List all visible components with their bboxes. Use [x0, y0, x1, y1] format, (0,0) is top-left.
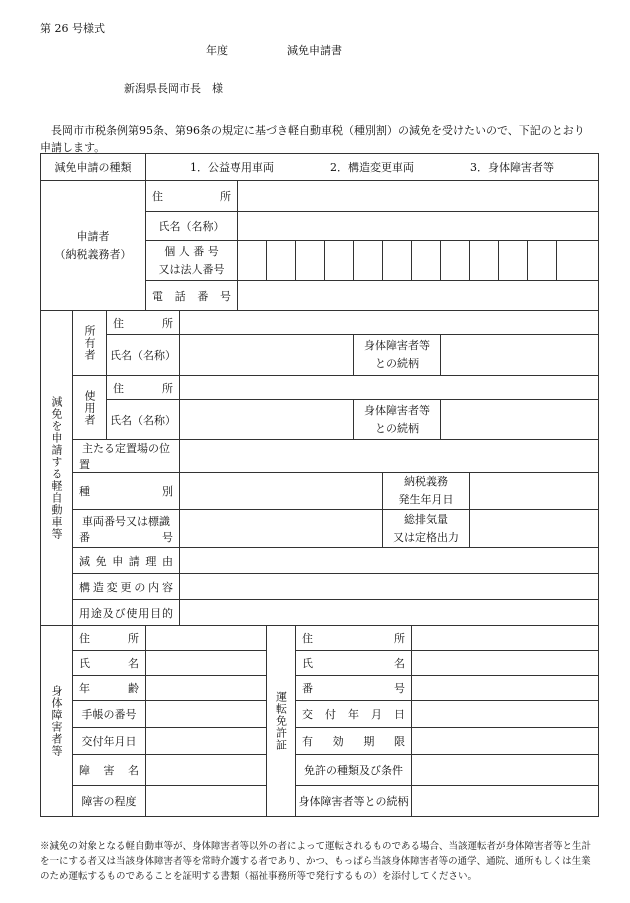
id-digit-box[interactable]	[499, 241, 528, 281]
owner-address-field[interactable]	[180, 311, 599, 335]
disabled-section-text: 身体障害者等	[50, 685, 63, 757]
notebook-number-label: 手帳の番号	[73, 701, 146, 728]
notebook-issue-date-field[interactable]	[146, 728, 267, 755]
reduction-type-options	[146, 154, 599, 181]
relation-label-1: 身体障害者等	[364, 403, 430, 417]
owner-relation-field[interactable]	[441, 335, 599, 376]
tax-date-label	[383, 473, 470, 510]
reduction-type-label: 減免申請の種類	[41, 154, 146, 181]
reason-field[interactable]	[180, 548, 599, 574]
disabled-name-field[interactable]	[146, 651, 267, 676]
tax-date-label-2: 発生年月日	[398, 493, 454, 506]
id-digit-box[interactable]	[412, 241, 441, 281]
license-number-label: 番 号	[296, 676, 412, 701]
vehicle-section-text: 減免を申請する軽自動車等	[50, 396, 63, 540]
disability-name-label: 障 害 名	[73, 755, 146, 786]
intro-text: 長岡市市税条例第95条、第96条の規定に基づき軽自動車税（種別割）の減免を受けたいので、下記のとおり申請します。	[40, 124, 585, 154]
plate-number-label: 車両番号又は標識番号	[73, 510, 180, 548]
tax-date-field[interactable]	[470, 473, 599, 510]
user-name-field[interactable]	[180, 400, 354, 440]
footnote: ※減免の対象となる軽自動車等が、身体障害者等以外の者によって運転されるものである場合、当該運転者が身体障害者等と生計を一にする者又は当該身体障害者等を常時介護する者であり、かつ、もっぱら当該身体障害者等の通学、通院、通所もしくは生業のため運転するものであることを証明する書類（福祉事務所等で発行するもの）を添付してください。	[40, 841, 592, 882]
application-form-table	[40, 153, 599, 817]
owner-name-field[interactable]	[180, 335, 354, 376]
relation-label-2: との続柄	[375, 421, 419, 435]
applicant-name-field[interactable]	[238, 212, 599, 241]
owner-label	[73, 311, 107, 376]
form-number: 第 26 号様式	[40, 22, 105, 35]
relation-label-2: との続柄	[375, 357, 419, 370]
user-relation-field[interactable]	[441, 400, 599, 440]
id-digit-box[interactable]	[528, 241, 557, 281]
license-valid-until-field[interactable]	[412, 728, 599, 755]
user-label	[73, 376, 107, 440]
license-relation-field[interactable]	[412, 786, 599, 817]
license-address-label: 住 所	[296, 626, 412, 651]
reason-label: 減免申請理由	[73, 548, 180, 574]
notebook-issue-date-label: 交付年月日	[73, 728, 146, 755]
disabled-name-label: 氏 名	[73, 651, 146, 676]
storage-location-label: 主たる定置場の位置	[73, 440, 180, 473]
user-relation-label	[354, 400, 441, 440]
disabled-age-label: 年 齢	[73, 676, 146, 701]
taxpayer-label: （納税義務者）	[54, 247, 132, 261]
vehicle-kind-label: 種 別	[73, 473, 180, 510]
owner-name-label: 氏名（名称）	[107, 335, 180, 376]
license-issue-date-label: 交 付 年 月 日	[296, 701, 412, 728]
applicant-phone-label: 電 話 番 号	[146, 281, 238, 311]
applicant-address-label: 住 所	[146, 181, 238, 212]
applicant-address-field[interactable]	[238, 181, 599, 212]
storage-location-field[interactable]	[180, 440, 599, 473]
individual-number-label: 個 人 番 号	[164, 244, 219, 258]
notebook-number-field[interactable]	[146, 701, 267, 728]
user-text: 使用者	[83, 389, 96, 426]
license-section-text: 運転免許証	[274, 691, 288, 751]
license-valid-until-label: 有 効 期 限	[296, 728, 412, 755]
relation-label-1: 身体障害者等	[364, 339, 430, 352]
license-address-field[interactable]	[412, 626, 599, 651]
user-address-label: 住 所	[107, 376, 180, 400]
license-number-field[interactable]	[412, 676, 599, 701]
applicant-id-label	[146, 241, 238, 281]
id-digit-box[interactable]	[470, 241, 499, 281]
disabled-section-label	[41, 626, 73, 817]
displacement-label	[383, 510, 470, 548]
plate-number-field[interactable]	[180, 510, 383, 548]
displacement-label-1: 総排気量	[404, 512, 448, 526]
id-digit-box[interactable]	[325, 241, 354, 281]
applicant-name-label: 氏名（名称）	[146, 212, 238, 241]
id-digit-box[interactable]	[238, 241, 267, 281]
option-modified-vehicle[interactable]: 2．構造変更車両	[330, 161, 414, 174]
disability-degree-label: 障害の程度	[73, 786, 146, 817]
id-digit-box[interactable]	[267, 241, 296, 281]
purpose-field[interactable]	[180, 600, 599, 626]
vehicle-section-label	[41, 311, 73, 626]
modification-field[interactable]	[180, 574, 599, 600]
user-address-field[interactable]	[180, 376, 599, 400]
tax-date-label-1: 納税義務	[404, 475, 448, 488]
owner-text: 所有者	[83, 325, 96, 361]
displacement-field[interactable]	[470, 510, 599, 548]
user-name-label: 氏名（名称）	[107, 400, 180, 440]
purpose-label: 用途及び使用目的	[73, 600, 180, 626]
disabled-address-label: 住 所	[73, 626, 146, 651]
addressee: 新潟県長岡市長 様	[124, 82, 223, 95]
id-digit-box[interactable]	[296, 241, 325, 281]
applicant-phone-field[interactable]	[238, 281, 599, 311]
license-name-field[interactable]	[412, 651, 599, 676]
option-public-vehicle[interactable]: 1．公益専用車両	[190, 161, 274, 174]
modification-label: 構造変更の内容	[73, 574, 180, 600]
corporate-number-label: 又は法人番号	[158, 262, 225, 276]
document-title: 減免申請書	[287, 44, 342, 57]
license-section-label	[267, 626, 296, 817]
disabled-age-field[interactable]	[146, 676, 267, 701]
owner-relation-label	[354, 335, 441, 376]
disability-name-field[interactable]	[146, 755, 267, 786]
vehicle-kind-field[interactable]	[180, 473, 383, 510]
license-name-label: 氏 名	[296, 651, 412, 676]
id-digit-box[interactable]	[383, 241, 412, 281]
disability-degree-field[interactable]	[146, 786, 267, 817]
license-issue-date-field[interactable]	[412, 701, 599, 728]
option-disabled-person[interactable]: 3．身体障害者等	[470, 161, 554, 174]
license-type-label: 免許の種類及び条件	[296, 755, 412, 786]
displacement-label-2: 又は定格出力	[393, 530, 459, 544]
license-type-field[interactable]	[412, 755, 599, 786]
license-relation-label: 身体障害者等との続柄	[296, 786, 412, 817]
owner-address-label: 住 所	[107, 311, 180, 335]
disabled-address-field[interactable]	[146, 626, 267, 651]
id-digit-box[interactable]	[557, 241, 599, 281]
id-digit-box[interactable]	[441, 241, 470, 281]
id-digit-box[interactable]	[354, 241, 383, 281]
applicant-section-label	[41, 181, 146, 311]
fiscal-year-label: 年度	[206, 44, 228, 57]
applicant-label: 申請者	[76, 229, 110, 243]
